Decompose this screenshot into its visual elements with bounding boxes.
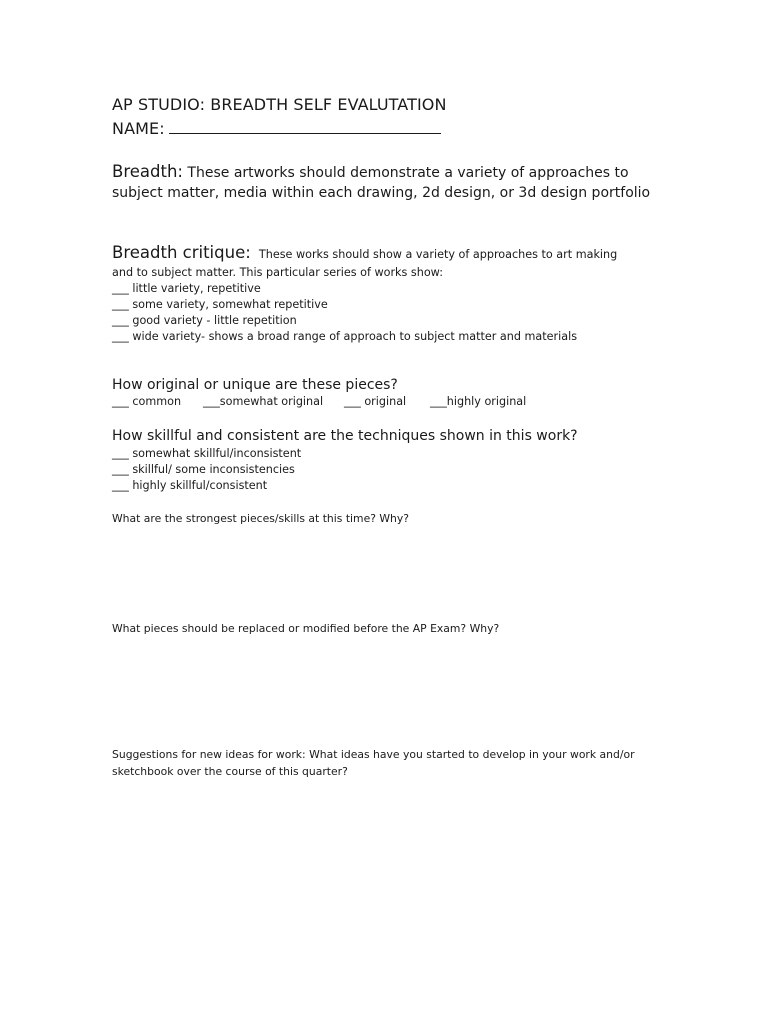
critique-first-line — [112, 243, 617, 263]
skill-question: How skillful and consistent are the techniques shown in this work? — [112, 428, 578, 444]
skill-option-1[interactable]: ___ somewhat skillful/inconsistent — [112, 447, 302, 460]
originality-option-highly[interactable]: ___highly original — [430, 395, 527, 408]
name-label: NAME: — [112, 119, 165, 138]
name-field-row — [112, 119, 441, 138]
page-title: AP STUDIO: BREADTH SELF EVALUTATION — [112, 95, 447, 114]
originality-option-somewhat[interactable]: ___somewhat original — [203, 395, 324, 408]
name-blank-line[interactable] — [169, 119, 441, 134]
critique-option-2[interactable]: ___ some variety, somewhat repetitive — [112, 298, 328, 311]
replace-question: What pieces should be replaced or modified before the AP Exam? Why? — [112, 622, 500, 635]
suggestions-question: Suggestions for new ideas for work: What ideas have you started to develop in your work and/or sketchbook over the course of this quarter? — [112, 748, 635, 778]
skill-option-2[interactable]: ___ skillful/ some inconsistencies — [112, 463, 295, 476]
skill-option-3[interactable]: ___ highly skillful/consistent — [112, 479, 268, 492]
breadth-paragraph — [112, 162, 672, 203]
critique-option-4[interactable]: ___ wide variety- shows a broad range of approach to subject matter and materials — [112, 330, 578, 343]
critique-text-line1: These works should show a variety of approaches to art making — [258, 248, 618, 261]
critique-lead: Breadth critique: — [112, 243, 251, 262]
originality-option-original[interactable]: ___ original — [344, 395, 407, 408]
originality-question: How original or unique are these pieces? — [112, 377, 398, 393]
strongest-question: What are the strongest pieces/skills at this time? Why? — [112, 512, 410, 525]
critique-text-line2: and to subject matter. This particular series of works show: — [112, 266, 443, 279]
critique-option-3[interactable]: ___ good variety - little repetition — [112, 314, 297, 327]
breadth-lead: Breadth: — [112, 162, 183, 181]
originality-option-common[interactable]: ___ common — [112, 395, 182, 408]
breadth-text: These artworks should demonstrate a variety of approaches to subject matter, media within each drawing, 2d design, or 3d design portfolio — [112, 165, 651, 201]
critique-option-1[interactable]: ___ little variety, repetitive — [112, 282, 261, 295]
